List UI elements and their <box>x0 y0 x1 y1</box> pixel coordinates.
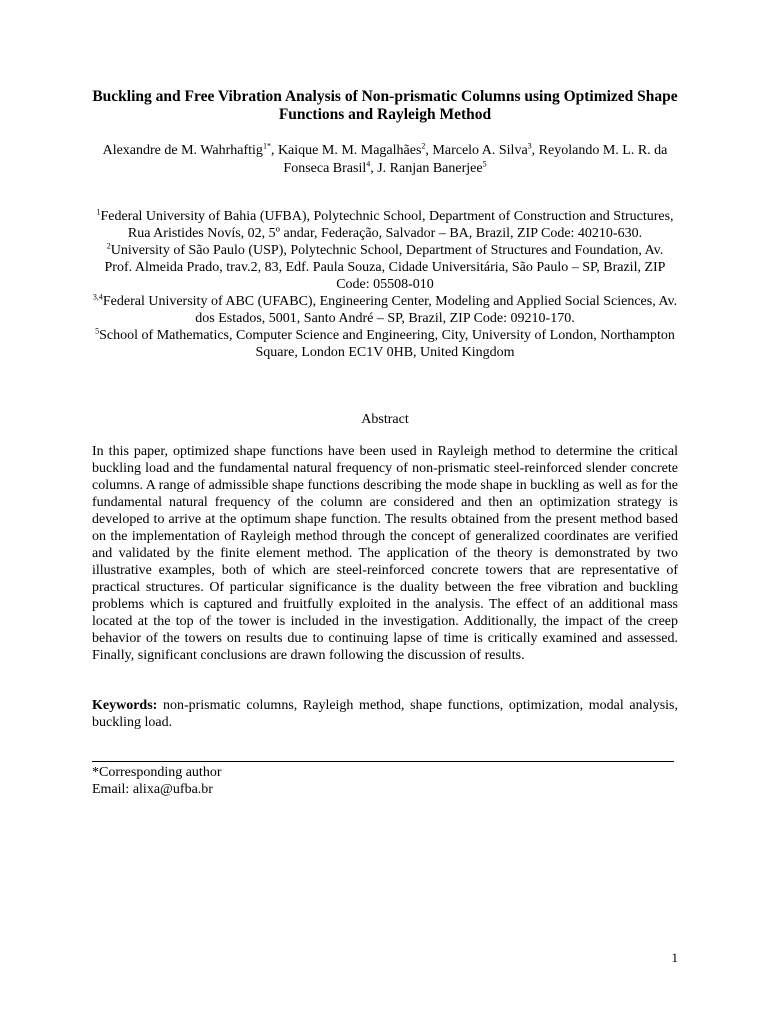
affiliation-marker: 5 <box>95 326 100 336</box>
affiliation-list <box>92 208 678 361</box>
author-name: Kaique M. M. Magalhães <box>277 143 422 158</box>
affiliation <box>92 242 678 293</box>
author-marker: 5 <box>482 159 487 169</box>
author-list <box>92 142 678 178</box>
author-separator: , <box>531 143 539 158</box>
affiliation-text: Federal University of ABC (UFABC), Engineering Center, Modeling and Applied Social Sciences, Av. dos Estados, 5001, Santo André – SP, Brazil, ZIP Code: 09210-170. <box>102 294 678 326</box>
author-name: Reyolando M. L. R. da Fonseca Brasil <box>283 143 668 176</box>
author-marker: 3 <box>527 141 532 151</box>
keywords-label: Keywords: <box>92 698 158 713</box>
affiliation <box>92 327 678 361</box>
footnote-divider <box>92 761 674 762</box>
corresponding-email: Email: alixa@ufba.br <box>92 782 213 797</box>
author-separator: , <box>270 143 278 158</box>
affiliation-marker: 1 <box>96 207 101 217</box>
affiliation <box>92 208 678 242</box>
keywords-text: non-prismatic columns, Rayleigh method, shape functions, optimization, modal analysis, buckling load. <box>92 698 678 730</box>
corresponding-author-note: *Corresponding author <box>92 765 222 780</box>
paper-title: Buckling and Free Vibration Analysis of Non-prismatic Columns using Optimized Shape Functions and Rayleigh Method <box>92 88 678 123</box>
author <box>377 161 486 176</box>
affiliation-marker: 2 <box>106 241 111 251</box>
affiliation-text: School of Mathematics, Computer Science and Engineering, City, University of London, Northampton Square, London EC1V 0HB, United Kingdom <box>99 328 675 360</box>
keywords <box>92 697 678 731</box>
author-name: J. Ranjan Banerjee <box>377 161 483 176</box>
abstract-heading: Abstract <box>361 412 409 427</box>
affiliation-text: Federal University of Bahia (UFBA), Polytechnic School, Department of Construction and Structures, Rua Aristides Novís, 02, 5º andar, Federação, Salvador – BA, Brazil, ZIP Code: 40210-630. <box>100 209 674 241</box>
affiliation-text: University of São Paulo (USP), Polytechnic School, Department of Structures and Foundation, Av. Prof. Almeida Prado, trav.2, 83, Edf. Paula Souza, Cidade Universitária, São Paulo – SP, Brazil, ZIP Code: 05508-010 <box>104 243 666 292</box>
author-name: Alexandre de M. Wahrhaftig <box>102 143 263 158</box>
page-number: 1 <box>671 950 678 965</box>
abstract-body: In this paper, optimized shape functions have been used in Rayleigh method to determine the critical buckling load and the fundamental natural frequency of non-prismatic steel-reinforced slender concrete columns. A range of admissible shape functions describing the mode shape in buckling as well as for the fundamental natural frequency of the column are considered and then an optimization strategy is developed to arrive at the optimum shape function. The results obtained from the present method based on the implementation of Rayleigh method through the concept of generalized coordinates are verified and validated by the finite element method. The application of the theory is demonstrated by two illustrative examples, both of which are steel-reinforced concrete towers that are representative of practical structures. Of particular significance is the duality between the free vibration and buckling problems which is captured and fruitfully exploited in the analysis. The effect of an additional mass located at the top of the tower is included in the investigation. Additionally, the impact of the creep behavior of the towers on results due to continuing lapse of time is critically examined and assessed. Finally, significant conclusions are drawn following the discussion of results. <box>92 444 678 663</box>
author-marker: 4 <box>366 159 371 169</box>
footnote <box>92 764 678 798</box>
author-separator: , <box>425 143 433 158</box>
author <box>432 143 538 158</box>
affiliation <box>92 293 678 327</box>
author <box>278 143 432 158</box>
author-separator: , <box>370 161 378 176</box>
author-name: Marcelo A. Silva <box>432 143 528 158</box>
author-marker: 2 <box>421 141 426 151</box>
author <box>103 143 278 158</box>
affiliation-marker: 3,4 <box>92 292 103 302</box>
author-marker: 1* <box>262 141 271 151</box>
